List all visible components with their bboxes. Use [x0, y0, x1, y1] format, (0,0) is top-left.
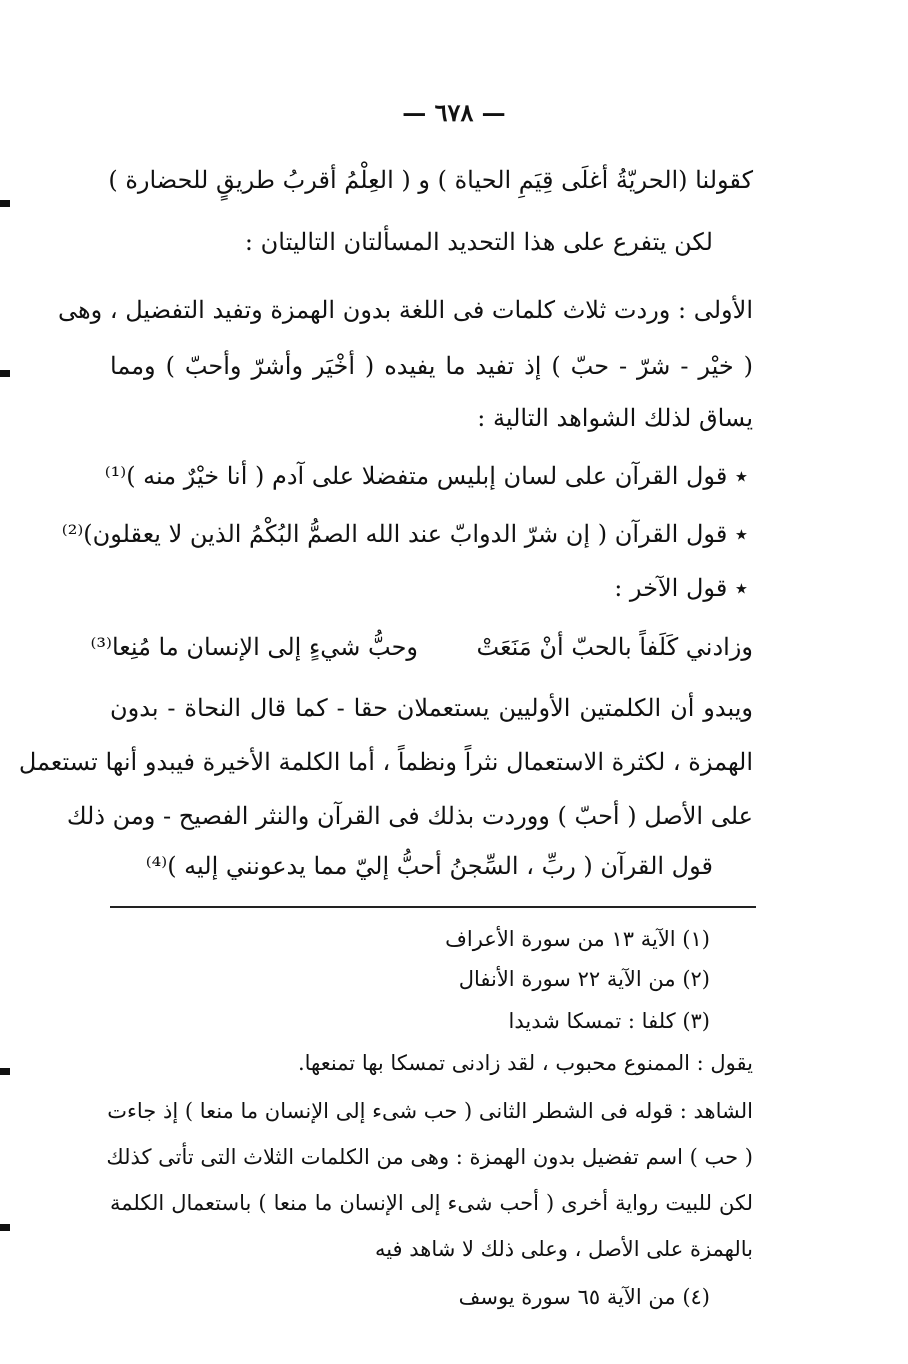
footnote-3-continuation-2: الشاهد : قوله فى الشطر الثانى ( حب شىء إلى الإنسان ما منعا ) إذ جاءت	[107, 1099, 753, 1123]
bullet-item-3: ٭ قول الآخر :	[614, 574, 748, 602]
body-line-9: قول القرآن ( ربِّ ، السِّجنُ أحبُّ إليّ مما يدعونني إليه )⁽⁴⁾	[145, 852, 713, 880]
footnote-2: (٢) من الآية ٢٢ سورة الأنفال	[458, 967, 710, 991]
body-line-6: ويبدو أن الكلمتين الأوليين يستعملان حقا - كما قال النحاة - بدون	[110, 694, 753, 722]
footnote-3-continuation-4: لكن للبيت رواية أخرى ( أحب شىء إلى الإنسان ما منعا ) باستعمال الكلمة	[110, 1191, 753, 1215]
margin-mark	[0, 200, 10, 207]
bullet-item-1: ٭ قول القرآن على لسان إبليس متفضلا على آدم ( أنا خيْرٌ منه )⁽¹⁾	[104, 462, 748, 490]
body-line-8: على الأصل ( أحبّ ) ووردت بذلك فى القرآن والنثر الفصيح - ومن ذلك	[66, 802, 753, 830]
body-line-7: الهمزة ، لكثرة الاستعمال نثراً ونظماً ، أما الكلمة الأخيرة فيبدو أنها تستعمل	[18, 748, 753, 776]
body-line-5: يساق لذلك الشواهد التالية :	[477, 404, 753, 432]
margin-mark	[0, 1068, 10, 1075]
body-line-4: ( خيْر - شرّ - حبّ ) إذ تفيد ما يفيده ( أخْيَر وأشرّ وأحبّ ) ومما	[110, 352, 753, 380]
footnote-separator	[110, 906, 756, 908]
page-number: — ٦٧٨ —	[402, 98, 506, 127]
body-line-1: كقولنا (الحريّةُ أغلَى قِيَمِ الحياة ) و ( العِلْمُ أقربُ طريقٍ للحضارة )	[108, 166, 753, 194]
margin-mark	[0, 370, 10, 377]
footnote-3-continuation-3: ( حب ) اسم تفضيل بدون الهمزة : وهى من الكلمات الثلاث التى تأتى كذلك	[106, 1145, 753, 1169]
footnote-4: (٤) من الآية ٦٥ سورة يوسف	[458, 1285, 710, 1309]
verse-first-hemistich: وزادني كَلَفاً بالحبّ أنْ مَنَعَتْ	[476, 633, 753, 661]
margin-mark	[0, 1224, 10, 1231]
footnote-3-continuation-5: بالهمزة على الأصل ، وعلى ذلك لا شاهد فيه	[374, 1237, 753, 1261]
footnote-1: (١) الآية ١٣ من سورة الأعراف	[445, 927, 710, 951]
footnote-3-continuation-1: يقول : الممنوع محبوب ، لقد زادنى تمسكا بها تمنعها.	[297, 1051, 753, 1075]
verse-second-hemistich: وحبُّ شيءٍ إلى الإنسان ما مُنِعا⁽³⁾	[90, 633, 418, 661]
footnote-3: (٣) كلفا : تمسكا شديدا	[508, 1009, 710, 1033]
bullet-item-2: ٭ قول القرآن ( إن شرّ الدوابّ عند الله الصمُّ البُكْمُ الذين لا يعقلون)⁽²⁾	[61, 520, 748, 548]
body-line-3: الأولى : وردت ثلاث كلمات فى اللغة بدون الهمزة وتفيد التفضيل ، وهى	[57, 296, 753, 324]
body-line-2: لكن يتفرع على هذا التحديد المسألتان التاليتان :	[244, 228, 713, 256]
